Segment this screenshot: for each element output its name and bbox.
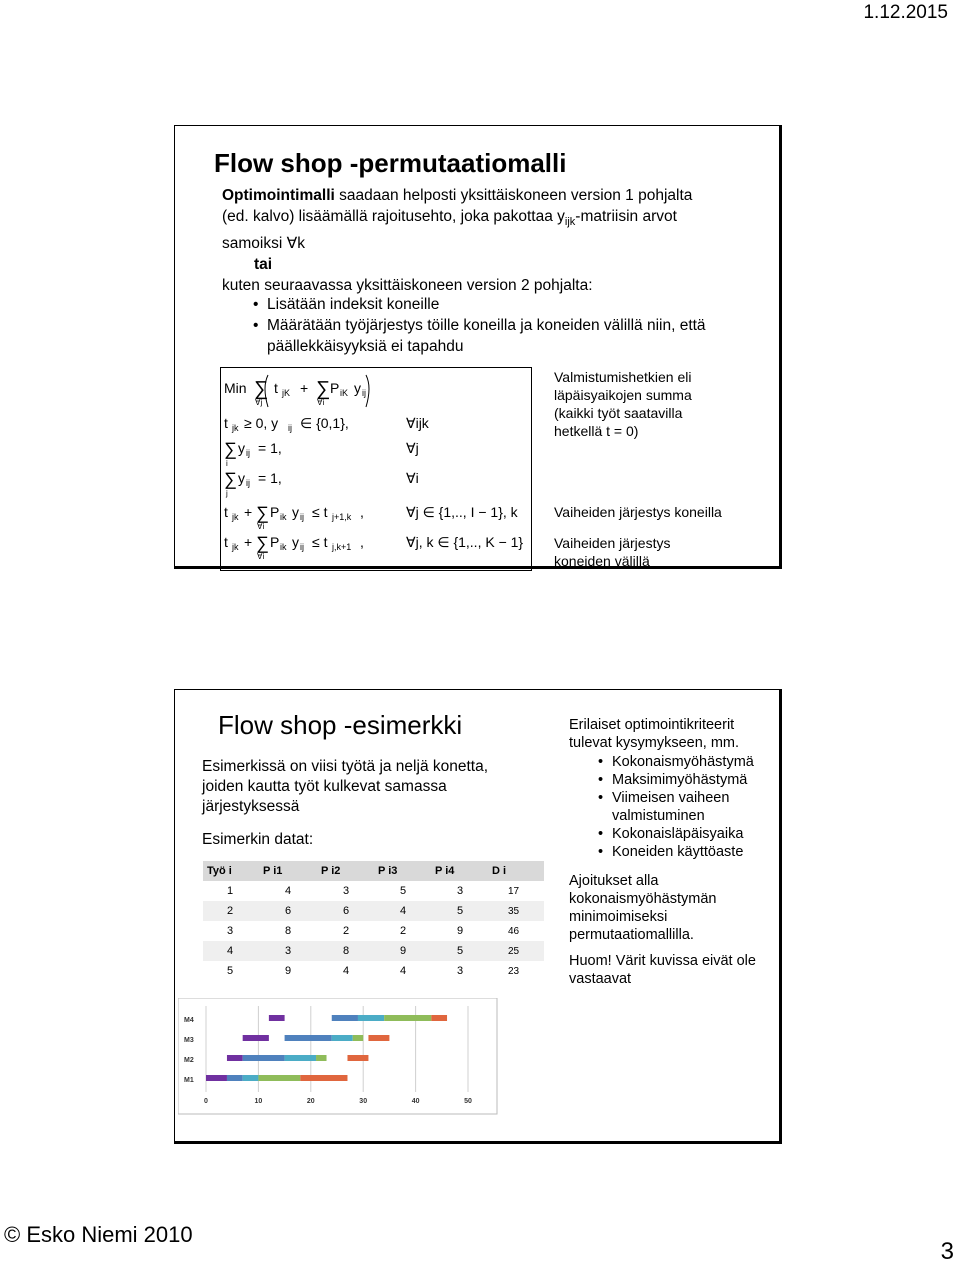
data-label: Esimerkin datat: [202,831,314,848]
machine-label: M1 [184,1077,194,1084]
x-tick-label: 10 [254,1098,263,1105]
intro-or: tai [254,256,273,274]
page-date: 1.12.2015 [863,2,948,23]
svg-text:∑: ∑ [256,533,269,553]
x-tick-label: 0 [204,1098,208,1105]
intro-bold: Optimointimalli [222,187,335,204]
gantt-task-bar [243,1075,259,1081]
svg-text:∑: ∑ [316,378,331,400]
table-header [203,861,544,881]
svg-text:ij: ij [362,388,366,398]
table-row [203,881,544,901]
svg-text:P: P [330,380,340,396]
cell: 5 [435,941,492,961]
svg-text:ik: ik [280,542,287,552]
svg-text:+: + [300,380,309,396]
cell: 17 [508,885,520,897]
header-cell: P i3 [378,861,435,881]
svg-text:P: P [270,534,280,550]
intro-line3: samoiksi ∀k [222,235,305,253]
cell: 3 [263,941,321,961]
criterion-item: • Kokonaismyöhästymä [612,753,772,771]
svg-text:y: y [238,470,245,486]
slide1-bullets [267,294,767,357]
gantt-task-bar [243,1055,285,1061]
svg-text:ij: ij [246,448,250,458]
cell: 3 [227,925,234,937]
svg-text:jk: jk [232,423,239,433]
cell: 35 [492,901,544,921]
machine-label: M3 [184,1037,194,1044]
cell: 2 [400,925,407,937]
svg-text:y: y [292,534,299,550]
cell: 5 [435,901,492,921]
schedules-text: Ajoitukset alla kokonaismyöhästymän minimoimiseksi permutaatiomallilla. [569,873,717,943]
footer-copyright: © Esko Niemi 2010 [4,1222,193,1247]
cell: 6 [321,901,378,921]
svg-text:+: + [244,504,253,520]
svg-text:t: t [224,534,228,550]
header-cell: P i1 [263,861,321,881]
svg-text:∑: ∑ [256,503,269,523]
x-tick-label: 50 [464,1098,472,1105]
table-row [203,921,544,941]
svg-text:j: j [226,489,228,498]
cell: 3 [343,885,350,897]
cell: 2 [343,925,350,937]
gantt-task-bar [353,1035,363,1041]
svg-text:ij: ij [300,542,304,552]
gantt-task-bar [368,1035,389,1041]
intro-rest: saadaan helposti yksittäiskoneen version 1 pohjalta [334,187,693,204]
x-tick-label: 30 [359,1098,368,1105]
gantt-task-bar [384,1015,431,1021]
svg-text:≥ 0, y: ≥ 0, y [244,415,279,431]
note-objective: Valmistumishetkien eli läpäisyaikojen summa (kaikki työt saatavilla hetkellä t = 0) [554,369,692,439]
note-colors: Huom! Värit kuvissa eivät ole vastaavat [569,953,756,987]
gantt-task-bar [358,1015,384,1021]
machine-label: M4 [184,1017,194,1024]
table-row [203,901,544,921]
svg-text:= 1,: = 1, [258,470,282,486]
cell: 46 [508,925,520,937]
cell: 6 [263,901,321,921]
svg-text:ij: ij [246,478,250,488]
svg-text:∀ijk: ∀ijk [406,415,429,431]
intro-line2: (ed. kalvo) lisäämällä rajoitusehto, joka pakottaa y [222,208,565,225]
formula-min: Min [224,380,247,396]
svg-text:ij: ij [300,512,304,522]
slide1-title: Flow shop -permutaatiomalli [214,148,567,178]
formula-graphic [220,367,540,572]
table-row [203,961,544,981]
svg-text:∀i: ∀i [257,552,265,561]
svg-text:i: i [226,459,228,468]
cell: 1 [227,885,234,897]
cell: 5 [227,965,234,977]
cell: 23 [508,965,520,977]
cell: 2 [203,901,263,921]
criteria-list [612,753,772,861]
bullet-item: • Määrätään työjärjestys töille koneilla ja koneiden välillä niin, että päällekkäisyyksiä ei tapahdu [267,315,767,357]
slide1-intro [222,185,762,296]
svg-text:jk: jk [232,542,239,552]
svg-text:y: y [354,380,361,396]
gantt-task-bar [243,1035,269,1041]
cell: 9 [378,941,435,961]
cell: 5 [400,885,407,897]
sum-symbol: ∑ [254,378,269,400]
criterion-item: • Koneiden käyttöaste [612,843,772,861]
svg-text:∀i: ∀i [317,398,325,407]
header-cell: Työ i [203,861,263,881]
cell: 4 [400,965,407,977]
header-cell: P i2 [321,861,378,881]
svg-text:P: P [270,504,280,520]
gantt-task-bar [206,1075,227,1081]
svg-text:= 1,: = 1, [258,440,282,456]
svg-text:∑: ∑ [224,439,237,459]
note-between: Vaiheiden järjestys koneiden välillä [554,535,671,569]
svg-text:,: , [360,534,364,550]
svg-text:∑: ∑ [224,469,237,489]
gantt-task-bar [285,1035,332,1041]
svg-text:∈ {0,1},: ∈ {0,1}, [300,415,349,431]
gantt-task-bar [269,1015,285,1021]
x-tick-label: 20 [306,1098,315,1105]
criterion-item: • Maksimimyöhästymä [612,771,772,789]
machine-label: M2 [184,1057,194,1064]
table-row [203,941,544,961]
svg-text:jk: jk [232,512,239,522]
gantt-task-bar [227,1075,243,1081]
gantt-task-bar [347,1055,368,1061]
svg-text:t: t [274,380,278,396]
gantt-task-bar [431,1015,447,1021]
cell: 4 [343,965,350,977]
gantt-task-bar [258,1075,300,1081]
intro-line2-end: -matriisin arvot [575,208,677,225]
x-tick-label: 40 [411,1098,420,1105]
gantt-task-bar [316,1055,326,1061]
svg-text:iK: iK [340,388,349,398]
svg-text:ik: ik [280,512,287,522]
svg-text:∀j: ∀j [255,398,263,407]
svg-text:≤ t: ≤ t [312,504,328,520]
cell: 4 [203,941,263,961]
cell: 9 [285,965,292,977]
svg-text:ij: ij [288,423,292,433]
gantt-task-bar [332,1035,353,1041]
svg-text:y: y [292,504,299,520]
bullet-item: • Lisätään indeksit koneille [267,294,767,315]
svg-text:t: t [224,415,228,431]
svg-text:∀i: ∀i [406,470,419,486]
cell: 9 [457,925,464,937]
svg-text:j+1,k: j+1,k [332,512,352,522]
data-table [203,861,544,981]
gantt-task-bar [285,1055,316,1061]
svg-text:,: , [360,504,364,520]
header-cell: D i [492,861,544,881]
gantt-task-bar [332,1015,358,1021]
note-machines: Vaiheiden järjestys koneilla [554,504,722,520]
criterion-item: • Viimeisen vaiheen valmistuminen [612,789,772,825]
svg-text:t: t [224,504,228,520]
svg-text:y: y [238,440,245,456]
intro-line4: kuten seuraavassa yksittäiskoneen version 2 pohjalta: [222,277,593,295]
criterion-item: • Kokonaisläpäisyaika [612,825,772,843]
svg-text:∀j: ∀j [406,440,419,456]
svg-text:∀i: ∀i [257,522,265,531]
cell: 8 [285,925,292,937]
cell: 8 [321,941,378,961]
svg-text:jK: jK [282,388,291,398]
page-number: 3 [940,1238,954,1265]
cell: 4 [285,885,292,897]
gantt-task-bar [227,1055,243,1061]
cell: 25 [492,941,544,961]
gantt-task-bar [300,1075,347,1081]
gantt-chart [178,998,498,1115]
svg-text:∀j ∈ {1,.., I − 1}, k: ∀j ∈ {1,.., I − 1}, k [406,504,518,520]
criteria-intro: Erilaiset optimointikriteerit tulevat kysymykseen, mm. [569,717,740,751]
header-cell: P i4 [435,861,492,881]
slide2-paragraph: Esimerkissä on viisi työtä ja neljä konetta, joiden kautta työt kulkevat samassa järjestyksessä [202,758,489,815]
svg-text:j,k+1: j,k+1 [332,542,352,552]
svg-text:∀j, k ∈ {1,.., K − 1}: ∀j, k ∈ {1,.., K − 1} [406,534,524,550]
cell: 3 [457,885,464,897]
slide2-title: Flow shop -esimerkki [218,710,463,740]
svg-text:≤ t: ≤ t [312,534,328,550]
svg-text:+: + [244,534,253,550]
cell: 4 [378,901,435,921]
intro-sub: ijk [564,216,576,229]
cell: 3 [457,965,464,977]
